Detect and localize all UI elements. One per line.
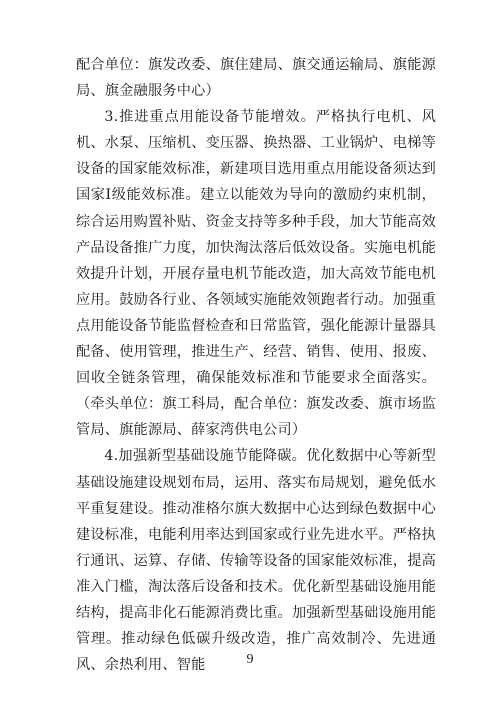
page-number: 9 [246,652,254,667]
paragraph-new-infrastructure: 4.加强新型基础设施节能降碳。优化数据中心等新型基础设施建设规划布局，运用、落实布局规划，避免低水平重复建设。推动准格尔旗大数据中心达到绿色数据中心建设标准，电能利用率达到国家或行业先进水平。严格执行通讯、运算、存储、传输等设备的国家能效标准，提高准入门槛，淘汰落后设备和技术。优化新型基础设施用能结构，提高非化石能源消费比重。加强新型基础设施用能管理。推动绿色低碳升级改造，推广高效制冷、先进通风、余热利用、智能 [76,448,436,674]
paragraph-cooperating-units: 配合单位：旗发改委、旗住建局、旗交通运输局、旗能源局、旗金融服务中心） [76,57,436,100]
document-body [76,52,436,678]
paragraph-equipment-efficiency: 3.推进重点用能设备节能增效。严格执行电机、风机、水泵、压缩机、变压器、换热器、工业锅炉、电梯等设备的国家能效标准，新建项目选用重点用能设备须达到国家Ⅰ级能效标准。建立以能效为导向的激励约束机制，综合运用购置补贴、资金支持等多种手段，加大节能高效产品设备推广力度，加快淘汰落后低效设备。实施电机能效提升计划，开展存量电机节能改造，加大高效节能电机应用。鼓励各行业、各领域实施能效领跑者行动。加强重点用能设备节能监督检查和日常监管，强化能源计量器具配备、使用管理，推进生产、经营、销售、使用、报废、回收全链条管理，确保能效标准和节能要求全面落实。（牵头单位：旗工科局，配合单位：旗发改委、旗市场监管局、旗能源局、薛家湾供电公司） [76,109,436,439]
